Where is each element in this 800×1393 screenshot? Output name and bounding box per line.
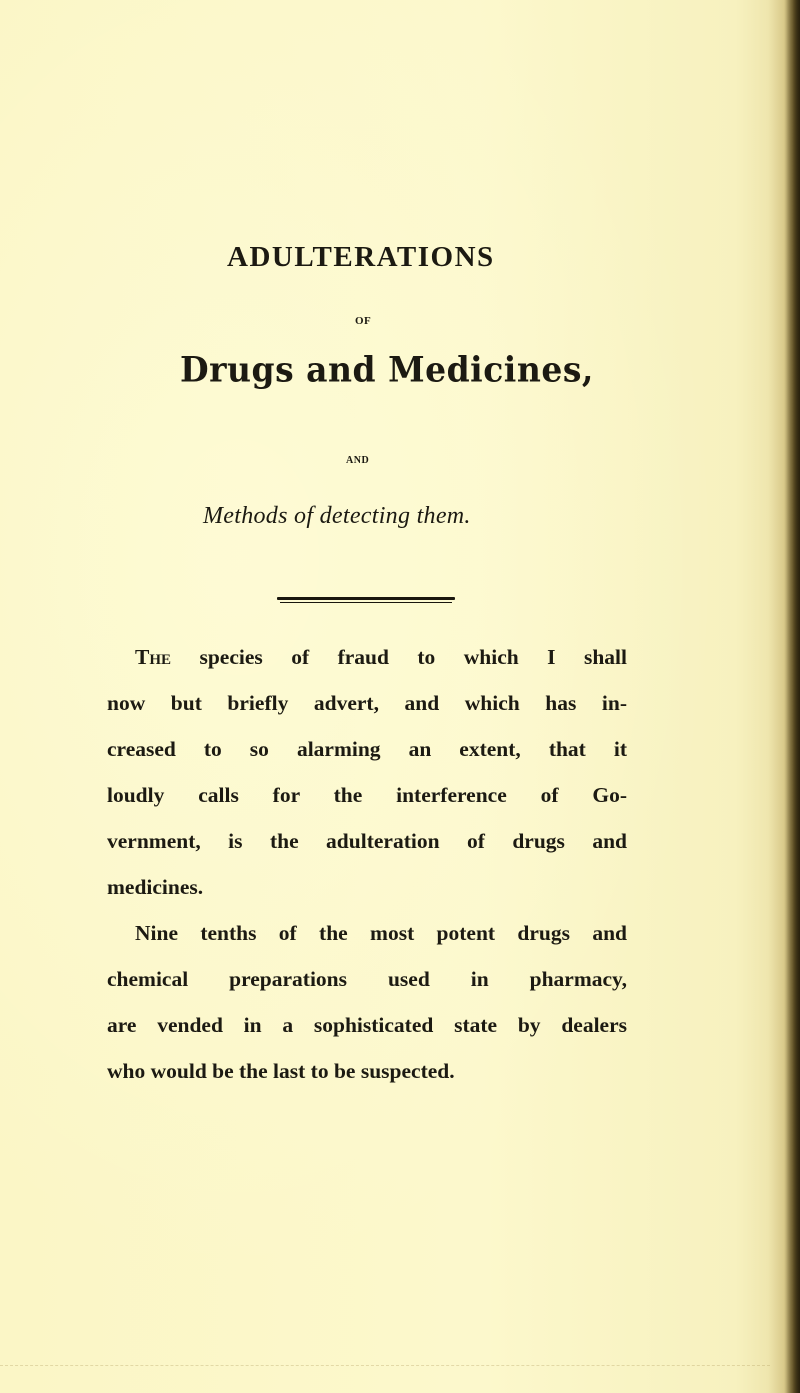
paragraph-2 xyxy=(107,910,627,1094)
body-text xyxy=(107,634,627,1094)
title-connector-of: OF xyxy=(355,315,372,327)
text-line xyxy=(107,634,627,680)
title-connector-and: AND xyxy=(346,455,370,466)
text-line: creased to so alarming an extent, that it xyxy=(107,737,627,761)
blackletter-title: Drugs and Medicines, xyxy=(180,349,594,390)
paper-fold-line xyxy=(0,1365,770,1367)
paragraph-1 xyxy=(107,634,627,910)
text-line: loudly calls for the interference of Go- xyxy=(107,783,627,807)
page-subtitle: Methods of detecting them. xyxy=(203,503,471,529)
rule-thick-line xyxy=(277,597,455,600)
text-line: medicines. xyxy=(107,875,204,899)
text-line: Nine tenths of the most potent drugs and xyxy=(135,921,627,945)
page-title: ADULTERATIONS xyxy=(227,241,495,273)
double-rule-divider xyxy=(277,597,455,603)
text-line: chemical preparations used in pharmacy, xyxy=(107,967,627,991)
rule-thin-line xyxy=(280,602,452,603)
text-line: are vended in a sophisticated state by dealers xyxy=(107,1013,627,1037)
text-line: who would be the last to be suspected. xyxy=(107,1059,455,1083)
text-line: now but briefly advert, and which has in- xyxy=(107,691,627,715)
lead-word-small-caps: The xyxy=(135,645,172,669)
text-line-content: species of fraud to which I shall xyxy=(171,645,627,669)
page-edge-shadow xyxy=(786,0,800,1393)
text-line: vernment, is the adulteration of drugs and xyxy=(107,829,627,853)
